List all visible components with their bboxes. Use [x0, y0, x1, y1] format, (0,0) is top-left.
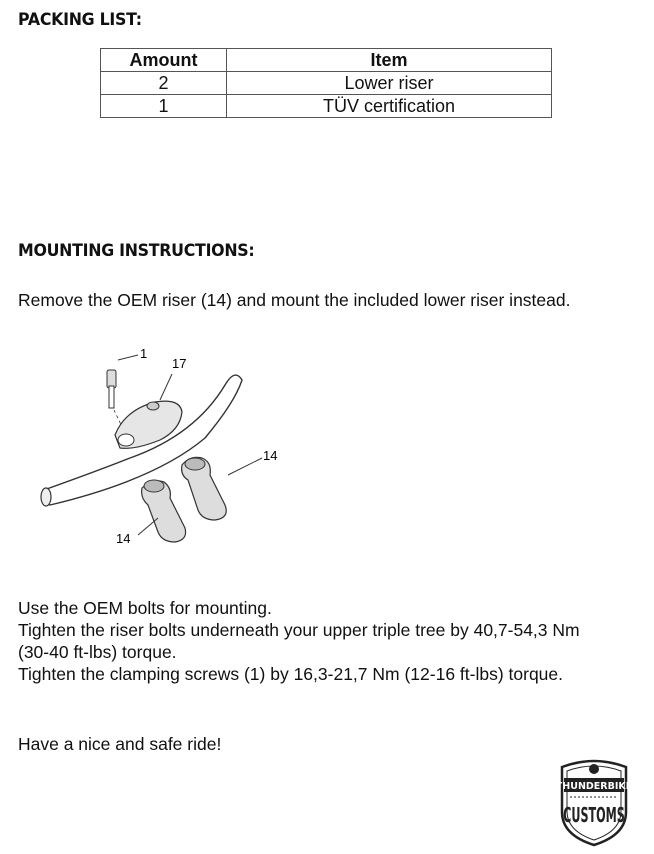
instruction-steps — [18, 597, 648, 685]
bolt-icon — [107, 370, 116, 408]
closing-text: Have a nice and safe ride! — [18, 734, 222, 754]
clamp-leader-line — [160, 374, 172, 400]
packing-list-heading: PACKING LIST: — [18, 10, 142, 30]
amount-column-header: Amount — [101, 49, 227, 72]
label-clamp: 17 — [172, 356, 187, 371]
label-riser-right: 14 — [263, 448, 278, 463]
step-line: Tighten the clamping screws (1) by 16,3-21,7 Nm (12-16 ft-lbs) torque. — [18, 664, 564, 684]
bolt-leader-line — [118, 355, 138, 360]
riser-right-icon — [182, 457, 227, 520]
intro-paragraph: Remove the OEM riser (14) and mount the included lower riser instead. — [18, 290, 571, 310]
item-column-header: Item — [227, 49, 552, 72]
item-cell: TÜV certification — [227, 95, 552, 118]
table-row — [101, 95, 552, 118]
item-cell: Lower riser — [227, 72, 552, 95]
amount-cell: 1 — [101, 95, 227, 118]
mounting-instructions-heading: MOUNTING INSTRUCTIONS: — [18, 241, 255, 261]
label-riser-left: 14 — [116, 531, 131, 546]
riser-right-leader-line — [228, 458, 262, 475]
handlebar-end — [41, 488, 51, 506]
riser-left-icon — [142, 480, 186, 542]
logo-line1: THUNDERBIKE — [556, 781, 632, 792]
step-line: Use the OEM bolts for mounting. — [18, 598, 272, 618]
handlebar-riser-diagram — [30, 340, 290, 555]
thunderbike-customs-logo — [556, 757, 632, 847]
step-line: (30-40 ft-lbs) torque. — [18, 642, 177, 662]
label-bolt: 1 — [140, 346, 148, 361]
riser-left-leader-line — [138, 518, 158, 535]
table-header-row — [101, 49, 552, 72]
step-line: Tighten the riser bolts underneath your upper triple tree by 40,7-54,3 Nm — [18, 620, 580, 640]
table-row — [101, 72, 552, 95]
amount-cell: 2 — [101, 72, 227, 95]
logo-line2: CUSTOMS — [563, 802, 625, 828]
packing-table — [100, 48, 552, 118]
logo-emblem-icon — [589, 764, 599, 774]
